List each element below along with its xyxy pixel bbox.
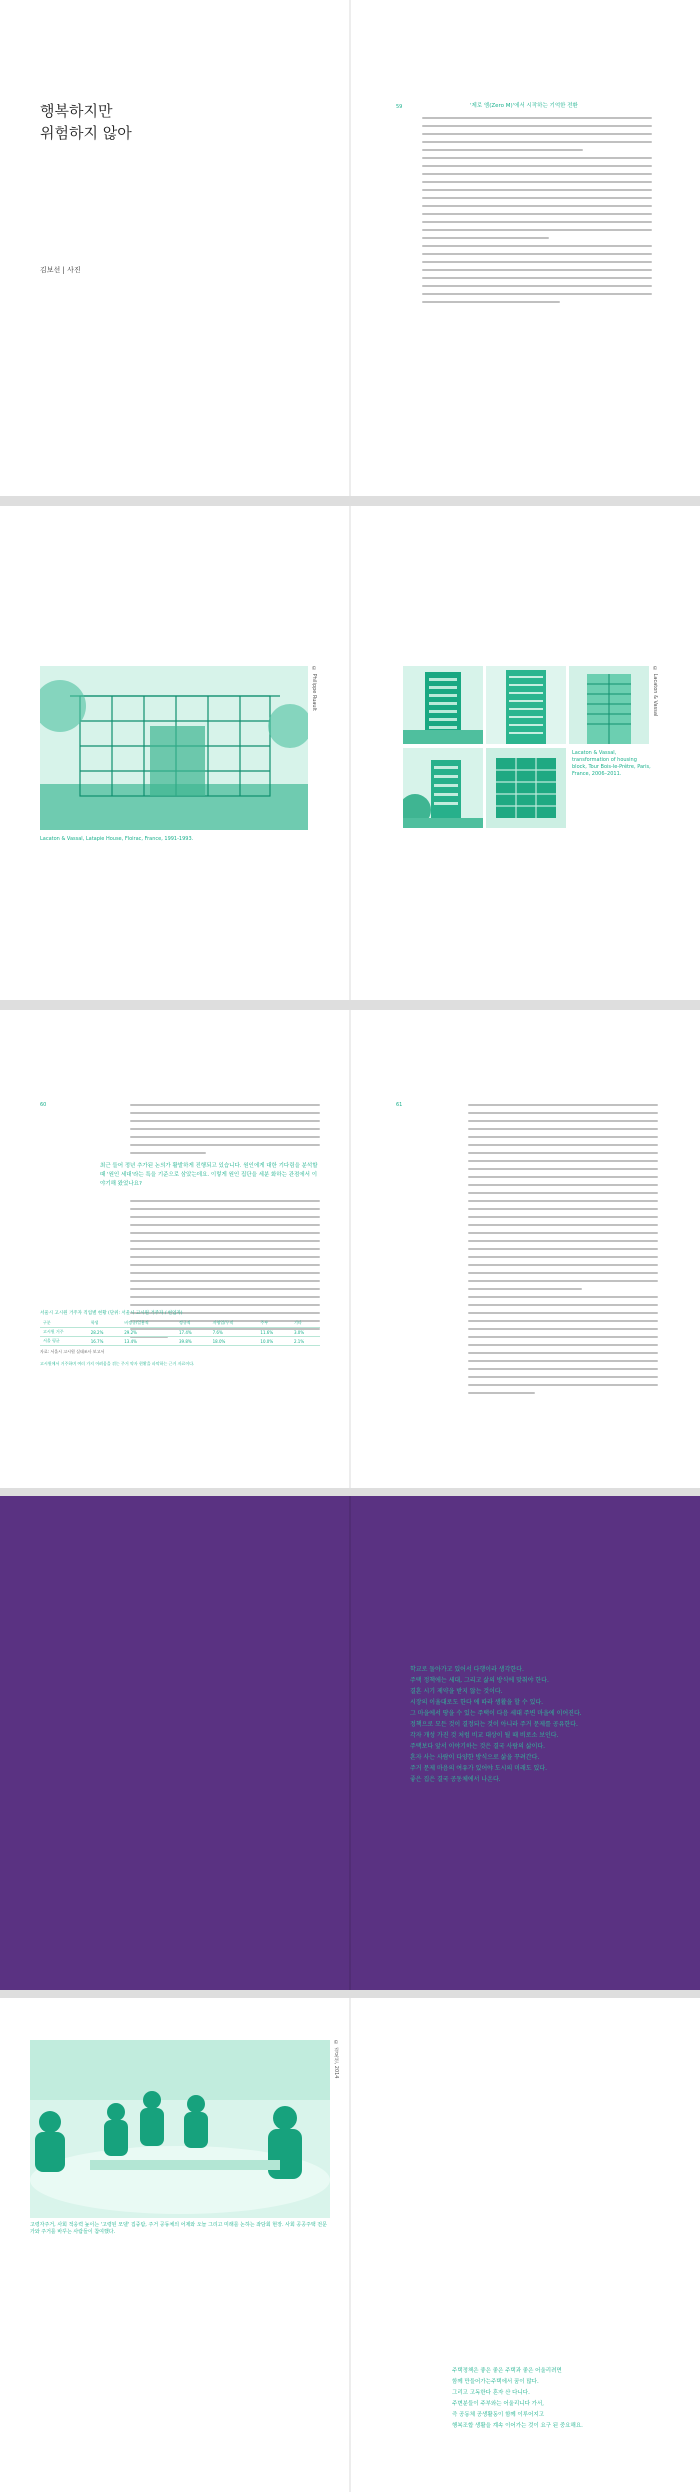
- table-row: [40, 1337, 320, 1346]
- purple-quote-block: [410, 1664, 670, 1785]
- table-footnote: 고시원에서 거주하며 여러 가지 어려움을 겪는 주거 약자 현황을 파악하는 근거 자료이다.: [40, 1361, 195, 1366]
- table-cell: 7.6%: [210, 1328, 258, 1337]
- quote-line: 결혼 시기 제약을 받지 않는 것이다.: [410, 1688, 503, 1695]
- page-number-left: 60: [40, 1102, 47, 1108]
- tower-illustration: [569, 666, 649, 744]
- greenhouse-illustration: [40, 666, 308, 830]
- table-note: 자료: 서울시 고시원 실태조사 보고서: [40, 1349, 105, 1354]
- photo-tower-3: [569, 666, 649, 744]
- spread-text-table: [0, 1010, 700, 1488]
- table-header-cell: 주부: [257, 1319, 291, 1328]
- photo-tower-5: [486, 748, 566, 828]
- table-cell: 29.2%: [121, 1328, 176, 1337]
- spread-photos: [0, 506, 700, 1000]
- highlight-quote: 최근 들어 정년 추가된 논의가 활발하게 진행되고 있습니다. 원인에게 대한 기다림을 분석할 때 '원인 세대'라는 특을 기준으로 삼았는데요. 이렇게 원인 집단을 세분 화하는 관점에서 이야기해 왔었나요?: [100, 1163, 318, 1187]
- quote-heading: '제로 엠(Zero M)'에서 시작하는 기억한 전환: [470, 103, 578, 109]
- table-cell: 39.8%: [176, 1337, 210, 1346]
- table-row: [40, 1328, 320, 1337]
- title-line-2: 위험하지 않아: [40, 124, 132, 142]
- table-cell: 2.1%: [291, 1337, 320, 1346]
- quote-line: 그 마을에서 땅을 수 있는 주택이 다음 세대 주변 마을에 이어진다.: [410, 1710, 582, 1717]
- spread-roundtable: [0, 1998, 700, 2492]
- table-header-cell: 정규직: [176, 1319, 210, 1328]
- table-cell: 3.0%: [291, 1328, 320, 1337]
- photo-roundtable: [30, 2040, 330, 2218]
- table-header-row: [40, 1319, 320, 1328]
- quote-line: 주택보다 앞서 이야기하는 것은 결국 사람의 삶이다.: [410, 1743, 546, 1750]
- photo-tower-4: [403, 748, 483, 828]
- quote-line: 즉 공동체 공생활동이 함께 이루어지고: [452, 2412, 545, 2418]
- table-cell: 13.4%: [121, 1337, 176, 1346]
- table-header-cell: 비정규/일용직: [121, 1319, 176, 1328]
- photo-credit-roundtable: © 김보선, 2014: [333, 2040, 339, 2079]
- body-text-right: [468, 1104, 658, 1400]
- roundtable-illustration: [30, 2040, 330, 2218]
- quote-line: 각자 개성 가진 것 처럼 비교 대상이 될 때 비로소 보인다.: [410, 1732, 559, 1739]
- author-credit: 김보선 | 사진: [40, 266, 81, 274]
- table-cell: 10.0%: [257, 1337, 291, 1346]
- spread-separator: [0, 1488, 700, 1496]
- article-title: [40, 100, 132, 144]
- page-number-right: 61: [396, 1102, 403, 1108]
- photo-latapie-house: [40, 666, 308, 830]
- table-cell: 28.2%: [88, 1328, 122, 1337]
- gutter-shadow: [349, 506, 351, 1000]
- quote-line: 좋은 집은 결국 공동체에서 나온다.: [410, 1776, 501, 1783]
- gutter-shadow: [349, 1998, 351, 2492]
- page-number-right: 59: [396, 104, 403, 110]
- spread-separator: [0, 1990, 700, 1998]
- body-text-left-top: [130, 1104, 320, 1160]
- photo-tower-2: [486, 666, 566, 744]
- spread-separator: [0, 1000, 700, 1010]
- quote-line: 그리고 고독한다 혼자 산 다니다.: [452, 2390, 530, 2396]
- photo-caption-left: Lacaton & Vassal, Latapie House, Floirac, France, 1991-1993.: [40, 836, 194, 842]
- spread-title-page: [0, 0, 700, 496]
- table-title: 서울시 고시원 거주자 직업별 현황 (단위: 서울시 고시원 거주자 / 현업자): [40, 1311, 183, 1316]
- gutter-shadow: [349, 1010, 351, 1488]
- quote-line: 행복조합 생활을 계속 이어가는 것이 요구 된 중요해요.: [452, 2423, 583, 2429]
- table-header-cell: 기타: [291, 1319, 320, 1328]
- table-header-cell: 학생: [88, 1319, 122, 1328]
- statistics-table-block: [40, 1310, 320, 1367]
- table-header-cell: 자영업/무직: [210, 1319, 258, 1328]
- photo-caption-right: Lacaton & Vassal, transformation of housing block, Tour Bois-le-Prêtre, Paris, France, 2006–2011.: [572, 750, 651, 777]
- tower-illustration: [486, 748, 566, 828]
- roundtable-quote-block: [452, 2366, 672, 2432]
- gutter-shadow: [349, 1496, 351, 1990]
- gutter-shadow: [349, 0, 351, 496]
- photo-tower-1: [403, 666, 483, 744]
- quote-line: 혼자 사는 사람이 다양한 방식으로 삶을 꾸려간다.: [410, 1754, 540, 1761]
- spread-separator: [0, 496, 700, 506]
- quote-line: 주변분들이 주부와는 어울리니다 가서,: [452, 2401, 545, 2407]
- table-cell: 18.0%: [210, 1337, 258, 1346]
- quote-line: 주택정책은 좋은 좋은 주택과 좋은 어울리려면: [452, 2368, 562, 2374]
- statistics-table: [40, 1319, 320, 1346]
- table-cell: 서울 평균: [40, 1337, 88, 1346]
- quote-line: 정책으로 모든 것이 결정되는 것이 아니라 주거 문제를 공유한다.: [410, 1721, 578, 1728]
- photo-caption-roundtable: 고령자주거, 사회 적응력 높이는 '고령된 모델' 집중탐, 주거 공동체의 어제와 오늘 그리고 미래를 논하는 좌담회 현장. 사회 공공주택 전문가와 주거를 바꾸는 사람들이 참여했다.: [30, 2222, 327, 2235]
- table-cell: 고시원 거주: [40, 1328, 88, 1337]
- photo-credit-left: © Philippe Ruault: [311, 666, 317, 711]
- tower-illustration: [486, 666, 566, 744]
- quote-line: 함께 만들어가는주택에서 꿈이 많다.: [452, 2379, 539, 2385]
- table-header-cell: 구분: [40, 1319, 88, 1328]
- quote-line: 주거 문제 마음의 여유가 있어야 도시의 미래도 있다.: [410, 1765, 547, 1772]
- tower-illustration: [403, 666, 483, 744]
- title-line-1: 행복하지만: [40, 102, 113, 120]
- quote-line: 학교로 돌아가고 있어서 다행이라 생각한다.: [410, 1666, 524, 1673]
- table-cell: 17.4%: [176, 1328, 210, 1337]
- tower-illustration: [403, 748, 483, 828]
- quote-line: 주택 정책에는 세대, 그리고 삶의 방식에 맞춰야 한다.: [410, 1677, 549, 1684]
- table-cell: 16.7%: [88, 1337, 122, 1346]
- body-text-right: [422, 117, 652, 309]
- quote-line: 시장의 이율대로도 한다 에 따라 생활을 할 수 있다.: [410, 1699, 544, 1706]
- photo-credit-right: © Lacaton & Vassal: [652, 666, 658, 717]
- table-cell: 11.6%: [257, 1328, 291, 1337]
- spread-purple-quote: [0, 1496, 700, 1990]
